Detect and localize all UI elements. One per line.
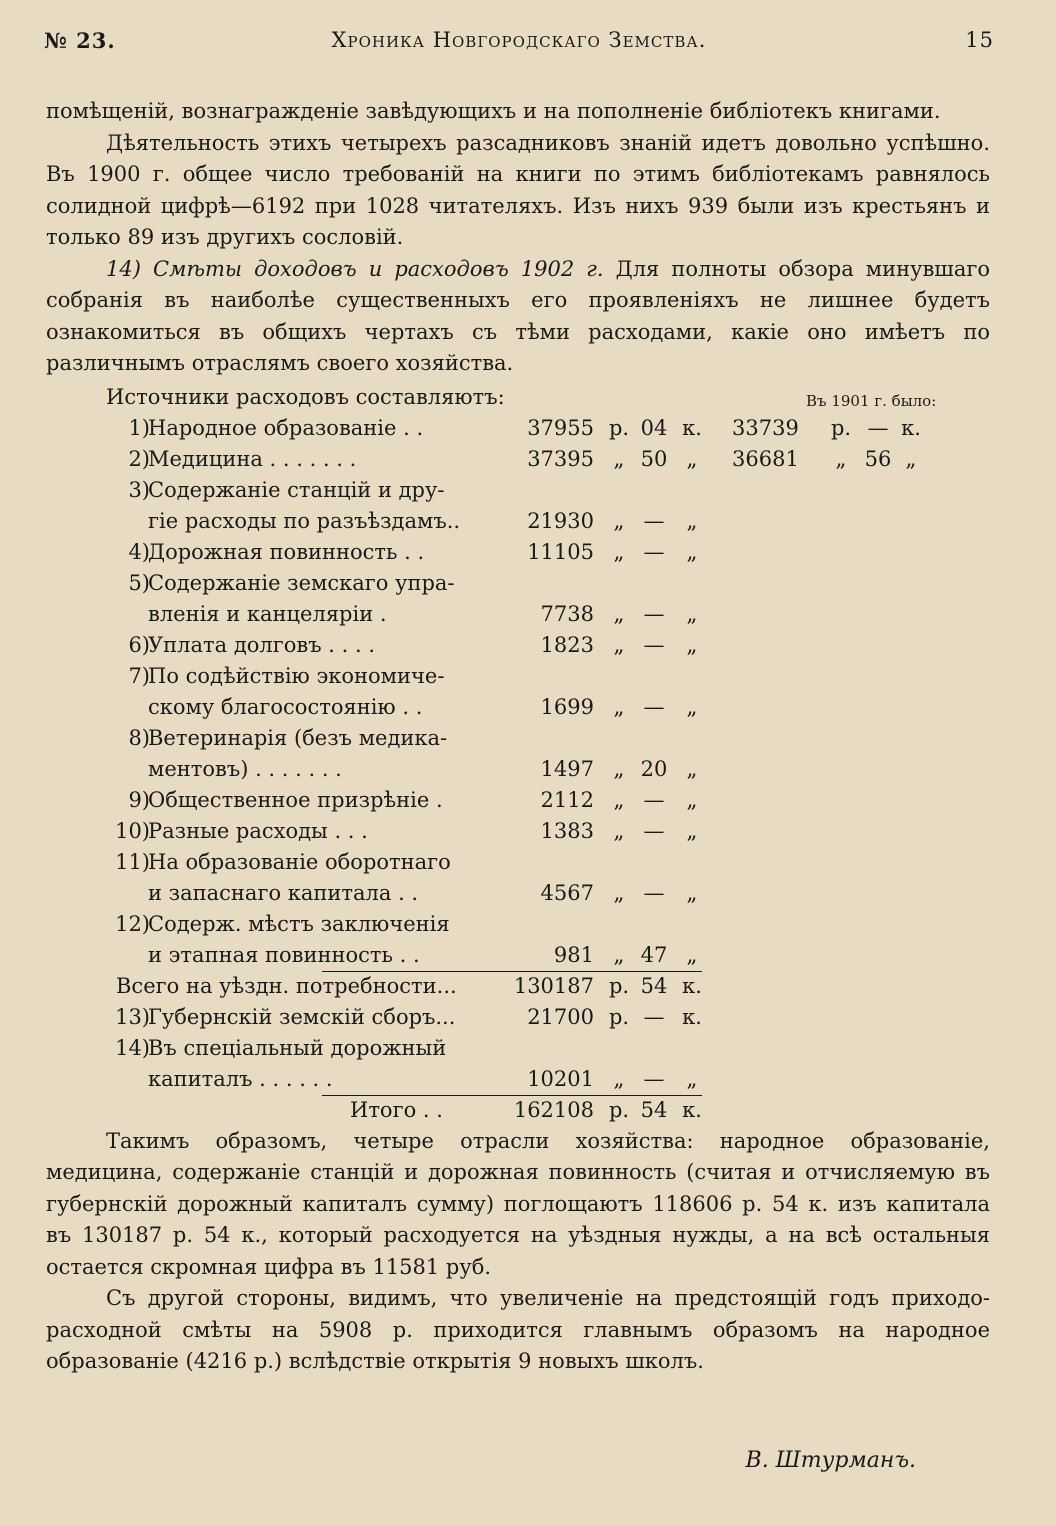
rubles-mark: „ — [613, 756, 625, 781]
paragraph-5: Съ другой стороны, видимъ, что увеличеніе на предстоящій годъ приходо-расходной смѣты на 5908 р. приходится главнымъ образомъ на народное образованіе (4216 р.) вслѣдствіе открытія 9 новыхъ школъ. — [46, 1286, 990, 1373]
expense-row — [46, 878, 990, 909]
amount-rubles: 10201 — [527, 1066, 594, 1091]
amount-kopecks: — — [643, 508, 665, 533]
prev-kopecks-mark: к. — [901, 415, 921, 440]
item-name: Содерж. мѣстъ заключенія — [148, 911, 450, 936]
amount-rubles: 1383 — [540, 818, 594, 843]
item-name: На образованіе оборотнаго — [148, 849, 451, 874]
amount-rubles: 162108 — [513, 1097, 594, 1122]
item-number: 6) — [128, 632, 150, 657]
amount-kopecks: — — [643, 694, 665, 719]
amount-rubles: 130187 — [513, 973, 594, 998]
rubles-mark: „ — [613, 508, 625, 533]
section-title: 14) Смѣты доходовъ и расходовъ 1902 г. — [106, 256, 604, 281]
rubles-mark: р. — [608, 973, 630, 998]
journal-title: Хроника Новгородскаго Земства. — [331, 28, 707, 52]
amount-kopecks: 47 — [640, 942, 668, 967]
amount-rubles: 981 — [553, 942, 594, 967]
closing-text — [46, 1126, 990, 1378]
amount-rubles: 21700 — [527, 1004, 594, 1029]
expense-row — [46, 692, 990, 723]
amount-rubles: 7738 — [540, 601, 594, 626]
item-name: Ветеринарія (безъ медика- — [148, 725, 448, 750]
rubles-mark: „ — [613, 818, 625, 843]
amount-rubles: 37395 — [527, 446, 594, 471]
item-name: и этапная повинность . . — [148, 942, 420, 967]
prev-rubles-mark: р. — [830, 415, 852, 440]
expense-row — [46, 816, 990, 847]
item-name: По содѣйствію экономиче- — [148, 663, 445, 688]
expenses-heading: Источники расходовъ составляютъ: — [106, 384, 505, 409]
rubles-mark: „ — [613, 601, 625, 626]
expense-row — [46, 785, 990, 816]
paragraph-1: помѣщеній, вознагражденіе завѣдующихъ и на пополненіе библіотекъ книгами. — [46, 99, 941, 123]
amount-kopecks: 04 — [640, 415, 668, 440]
item-name: Въ спеціальный дорожный — [148, 1035, 447, 1060]
item-name: капиталъ . . . . . . — [148, 1066, 333, 1091]
amount-kopecks: — — [643, 632, 665, 657]
expense-row — [46, 630, 990, 661]
amount-rubles: 2112 — [540, 787, 594, 812]
item-number: 7) — [128, 663, 150, 688]
item-name: Дорожная повинность . . — [148, 539, 425, 564]
item-name: Губернскій земскій сборъ... — [148, 1004, 456, 1029]
total-label: Итого . . — [350, 1097, 443, 1122]
item-number: 9) — [128, 787, 150, 812]
expense-row — [46, 940, 990, 971]
expenses-table — [46, 413, 990, 1126]
amount-rubles: 21930 — [527, 508, 594, 533]
item-name: Уплата долговъ . . . . — [148, 632, 375, 657]
page-header — [44, 28, 994, 64]
item-name: Народное образованіе . . — [148, 415, 424, 440]
kopecks-mark: „ — [686, 601, 698, 626]
page-number: 15 — [965, 28, 994, 52]
prev-amount-rubles: 36681 — [732, 446, 799, 471]
expense-row — [46, 475, 990, 506]
kopecks-mark: „ — [686, 508, 698, 533]
amount-kopecks: — — [643, 787, 665, 812]
expense-row — [46, 599, 990, 630]
amount-rubles: 1497 — [540, 756, 594, 781]
kopecks-mark: „ — [686, 942, 698, 967]
expense-row — [46, 1064, 990, 1095]
kopecks-mark: „ — [686, 694, 698, 719]
rubles-mark: р. — [608, 415, 630, 440]
kopecks-mark: „ — [686, 756, 698, 781]
amount-kopecks: — — [643, 1004, 665, 1029]
item-number: 5) — [128, 570, 150, 595]
kopecks-mark: „ — [686, 818, 698, 843]
rubles-mark: „ — [613, 1066, 625, 1091]
amount-rubles: 4567 — [540, 880, 594, 905]
issue-number: № 23. — [44, 28, 116, 53]
total-label: Всего на уѣздн. потребности... — [116, 973, 457, 998]
prev-year-heading: Въ 1901 г. было: — [806, 391, 937, 410]
kopecks-mark: „ — [686, 539, 698, 564]
expense-row — [46, 847, 990, 878]
kopecks-mark: „ — [686, 787, 698, 812]
paragraph-2: Дѣятельность этихъ четырехъ разсадниковъ знаній идетъ довольно успѣшно. Въ 1900 г. общее число требованій на книги по этимъ библіотекамъ равнялось солидной цифрѣ—6192 при 1028 читателяхъ. Изъ нихъ 939 были изъ крестьянъ и только 89 изъ другихъ сословій. — [46, 130, 990, 249]
expense-row — [46, 413, 990, 444]
amount-kopecks: 50 — [640, 446, 668, 471]
item-number: 1) — [128, 415, 150, 440]
amount-rubles: 1699 — [540, 694, 594, 719]
expenses-heading-row — [106, 382, 990, 413]
rubles-mark: р. — [608, 1004, 630, 1029]
item-number: 8) — [128, 725, 150, 750]
item-name: Общественное призрѣніе . — [148, 787, 443, 812]
item-number: 11) — [115, 849, 150, 874]
subtotal-row — [46, 971, 990, 1002]
kopecks-mark: к. — [682, 1097, 702, 1122]
kopecks-mark: „ — [686, 446, 698, 471]
item-name: Содержаніе земскаго упра- — [148, 570, 455, 595]
rubles-mark: „ — [613, 880, 625, 905]
expense-row — [46, 754, 990, 785]
expense-row — [46, 661, 990, 692]
prev-kopecks-mark: „ — [905, 446, 917, 471]
paragraph-3-text: Для полноты обзора минувшаго собранія въ наиболѣе существенныхъ его проявленіяхъ не лишнее будетъ ознакомиться въ общихъ чертахъ съ тѣми расходами, какіе оно имѣетъ по различнымъ отраслямъ своего хозяйства. — [46, 256, 990, 375]
rubles-mark: „ — [613, 539, 625, 564]
expense-row — [46, 444, 990, 475]
expense-row — [46, 506, 990, 537]
prev-amount-kopecks: — — [867, 415, 889, 440]
amount-kopecks: — — [643, 601, 665, 626]
item-name: скому благосостоянію . . — [148, 694, 423, 719]
expense-row — [46, 1033, 990, 1064]
rubles-mark: „ — [613, 787, 625, 812]
amount-kopecks: 54 — [640, 973, 668, 998]
kopecks-mark: „ — [686, 1066, 698, 1091]
rubles-mark: „ — [613, 942, 625, 967]
expense-row — [46, 723, 990, 754]
item-number: 4) — [128, 539, 150, 564]
item-name: и запаснаго капитала . . — [148, 880, 419, 905]
page-body — [46, 96, 990, 1378]
paragraph-4: Такимъ образомъ, четыре отрасли хозяйства: народное образованіе, медицина, содержаніе станцій и дорожная повинность (считая и отчисляемую въ губернскій дорожный капиталъ сумму) поглощаютъ 118606 р. 54 к. изъ капитала въ 130187 р. 54 к., который расходуется на уѣздныя нужды, а на всѣ остальныя остается скромная цифра въ 11581 руб. — [46, 1128, 990, 1279]
total-row — [46, 1095, 990, 1126]
amount-rubles: 11105 — [527, 539, 594, 564]
item-number: 13) — [115, 1004, 150, 1029]
item-name: гіе расходы по разъѣздамъ.. — [148, 508, 461, 533]
amount-rubles: 37955 — [527, 415, 594, 440]
expense-row — [46, 568, 990, 599]
item-name: ментовъ) . . . . . . . — [148, 756, 342, 781]
prev-amount-rubles: 33739 — [732, 415, 799, 440]
rubles-mark: „ — [613, 632, 625, 657]
kopecks-mark: к. — [682, 973, 702, 998]
rubles-mark: р. — [608, 1097, 630, 1122]
rubles-mark: „ — [613, 446, 625, 471]
kopecks-mark: к. — [682, 415, 702, 440]
amount-kopecks: 20 — [640, 756, 668, 781]
amount-kopecks: 54 — [640, 1097, 668, 1122]
item-number: 3) — [128, 477, 150, 502]
prev-rubles-mark: „ — [835, 446, 847, 471]
amount-kopecks: — — [643, 1066, 665, 1091]
item-name: вленія и канцеляріи . — [148, 601, 387, 626]
amount-rubles: 1823 — [540, 632, 594, 657]
author-signature: В. Штурманъ. — [745, 1448, 916, 1473]
kopecks-mark: „ — [686, 632, 698, 657]
item-number: 2) — [128, 446, 150, 471]
amount-kopecks: — — [643, 880, 665, 905]
item-name: Разные расходы . . . — [148, 818, 368, 843]
paragraph-3 — [46, 254, 990, 380]
item-number: 12) — [115, 911, 150, 936]
expense-row — [46, 1002, 990, 1033]
rubles-mark: „ — [613, 694, 625, 719]
kopecks-mark: „ — [686, 880, 698, 905]
kopecks-mark: к. — [682, 1004, 702, 1029]
item-name: Содержаніе станцій и дру- — [148, 477, 445, 502]
item-number: 14) — [115, 1035, 150, 1060]
amount-kopecks: — — [643, 539, 665, 564]
expense-row — [46, 909, 990, 940]
item-name: Медицина . . . . . . . — [148, 446, 357, 471]
amount-kopecks: — — [643, 818, 665, 843]
prev-amount-kopecks: 56 — [864, 446, 892, 471]
expense-row — [46, 537, 990, 568]
item-number: 10) — [115, 818, 150, 843]
